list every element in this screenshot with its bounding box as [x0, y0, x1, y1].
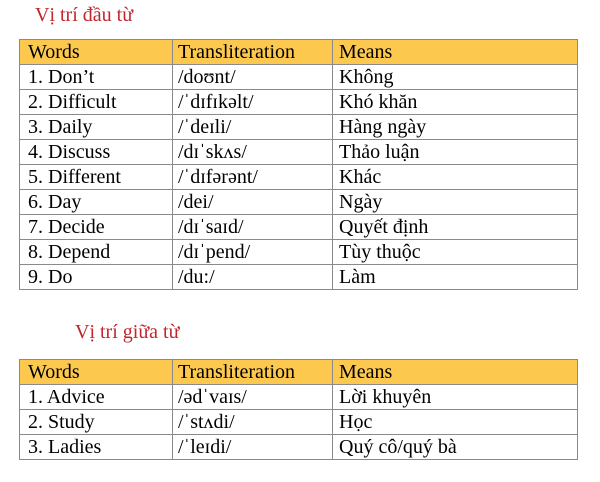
word-cell: 2. Study	[20, 410, 173, 435]
meaning-cell: Tùy thuộc	[333, 240, 578, 265]
word-cell: 2. Difficult	[20, 90, 173, 115]
meaning-cell: Quý cô/quý bà	[333, 435, 578, 460]
table-row	[20, 90, 578, 115]
table-row	[20, 385, 578, 410]
word-cell: 1. Advice	[20, 385, 173, 410]
transliteration-cell: /dɪˈpend/	[173, 240, 333, 265]
meaning-cell: Quyết định	[333, 215, 578, 240]
table-row	[20, 265, 578, 290]
table-row	[20, 240, 578, 265]
word-cell: 9. Do	[20, 265, 173, 290]
table-header-row	[20, 360, 578, 385]
word-cell: 5. Different	[20, 165, 173, 190]
table-row	[20, 65, 578, 90]
word-cell: 4. Discuss	[20, 140, 173, 165]
table-header-row	[20, 40, 578, 65]
meaning-cell: Ngày	[333, 190, 578, 215]
table-row	[20, 410, 578, 435]
transliteration-cell: /ˈdɪfɪkəlt/	[173, 90, 333, 115]
table-row	[20, 140, 578, 165]
column-header-transliteration: Transliteration	[173, 360, 333, 385]
column-header-means: Means	[333, 360, 578, 385]
table-row	[20, 115, 578, 140]
table-row	[20, 190, 578, 215]
meaning-cell: Học	[333, 410, 578, 435]
word-cell: 8. Depend	[20, 240, 173, 265]
word-cell: 6. Day	[20, 190, 173, 215]
section-title-word-initial: Vị trí đầu từ	[35, 4, 134, 26]
meaning-cell: Thảo luận	[333, 140, 578, 165]
meaning-cell: Làm	[333, 265, 578, 290]
meaning-cell: Hàng ngày	[333, 115, 578, 140]
meaning-cell: Khó khăn	[333, 90, 578, 115]
word-cell: 3. Daily	[20, 115, 173, 140]
column-header-means: Means	[333, 40, 578, 65]
vocabulary-table-word-medial	[19, 359, 578, 460]
transliteration-cell: /ˈstʌdi/	[173, 410, 333, 435]
column-header-words: Words	[20, 360, 173, 385]
transliteration-cell: /du:/	[173, 265, 333, 290]
transliteration-cell: /ˈleɪdi/	[173, 435, 333, 460]
meaning-cell: Khác	[333, 165, 578, 190]
transliteration-cell: /ˈdeɪli/	[173, 115, 333, 140]
transliteration-cell: /dɪˈsaɪd/	[173, 215, 333, 240]
word-cell: 7. Decide	[20, 215, 173, 240]
word-cell: 1. Don’t	[20, 65, 173, 90]
column-header-transliteration: Transliteration	[173, 40, 333, 65]
transliteration-cell: /doʊnt/	[173, 65, 333, 90]
meaning-cell: Lời khuyên	[333, 385, 578, 410]
word-cell: 3. Ladies	[20, 435, 173, 460]
table-row	[20, 165, 578, 190]
column-header-words: Words	[20, 40, 173, 65]
table-row	[20, 435, 578, 460]
section-title-word-medial: Vị trí giữa từ	[75, 321, 180, 343]
table-row	[20, 215, 578, 240]
transliteration-cell: /dɪˈskʌs/	[173, 140, 333, 165]
meaning-cell: Không	[333, 65, 578, 90]
vocabulary-table-word-initial	[19, 39, 578, 290]
transliteration-cell: /ˈdɪfərənt/	[173, 165, 333, 190]
transliteration-cell: /dei/	[173, 190, 333, 215]
transliteration-cell: /ədˈvaɪs/	[173, 385, 333, 410]
